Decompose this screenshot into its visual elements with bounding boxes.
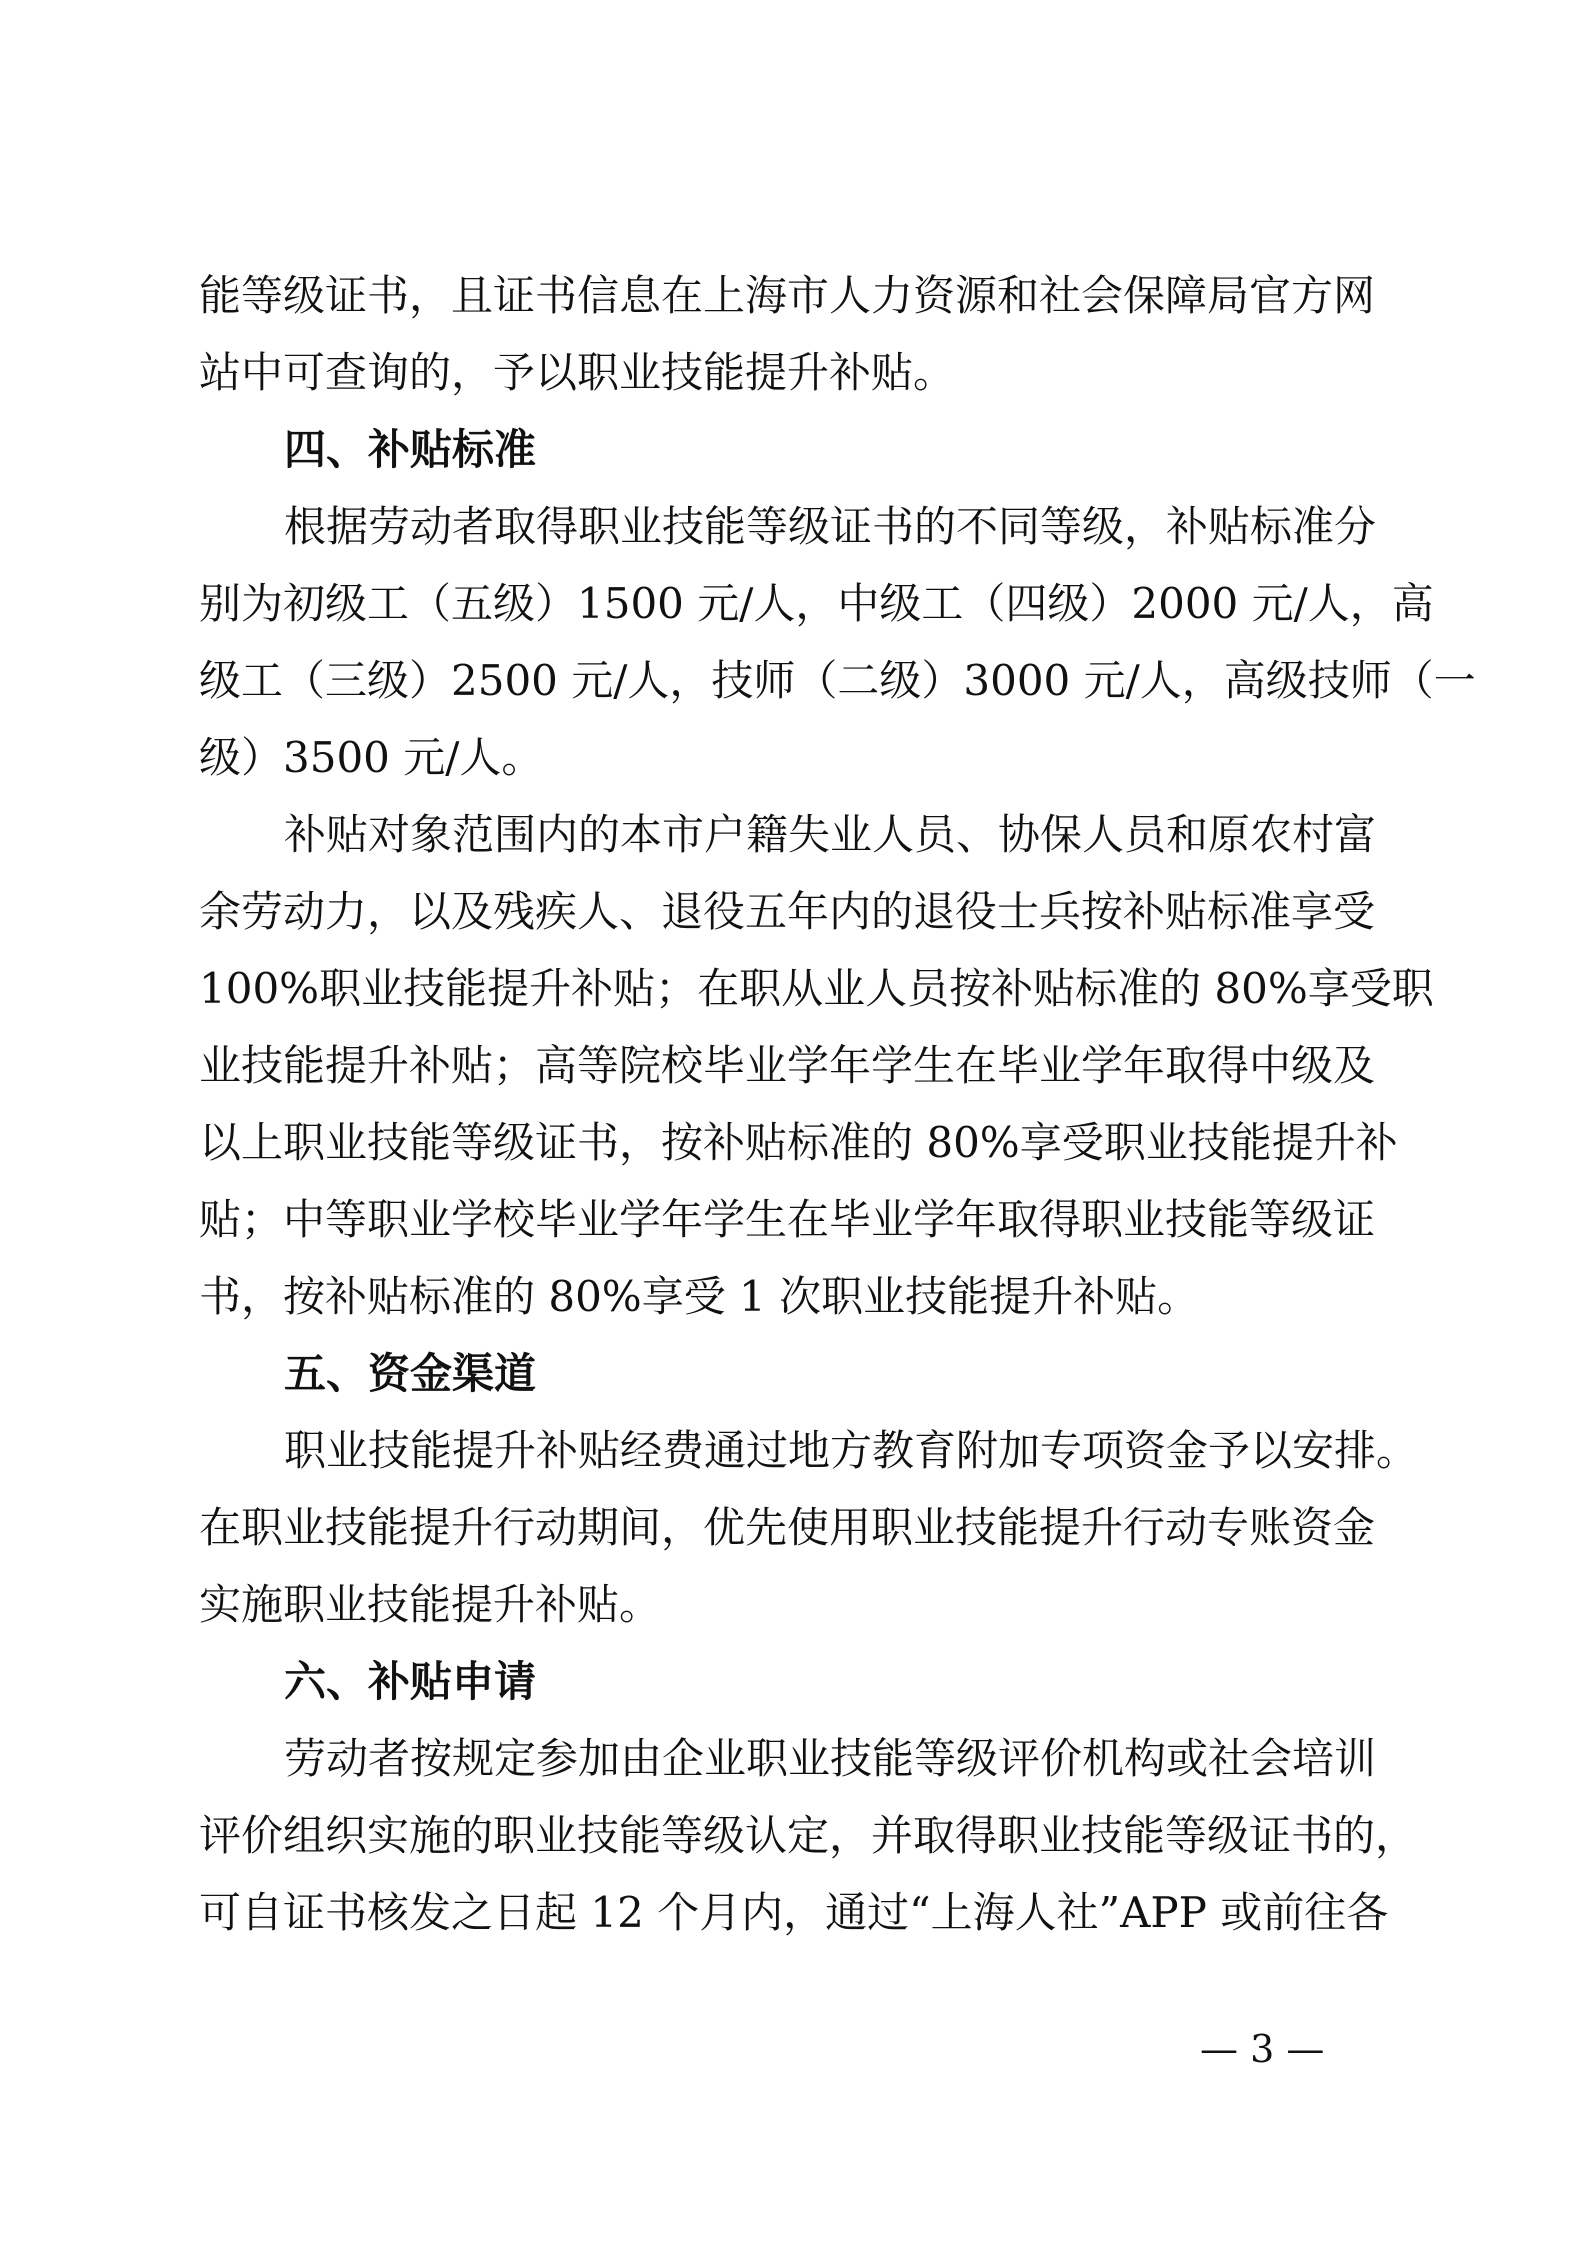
body-text-line: 书，按补贴标准的 80%享受 1 次职业技能提升补贴。 <box>199 1272 1200 1321</box>
body-text-line: 100%职业技能提升补贴；在职从业人员按补贴标准的 80%享受职 <box>199 964 1434 1013</box>
section-heading-funding-channel: 五、资金渠道 <box>284 1349 537 1398</box>
body-text-line: 以上职业技能等级证书，按补贴标准的 80%享受职业技能提升补 <box>199 1118 1398 1167</box>
page-number: — 3 — <box>1200 2027 1325 2071</box>
body-text-line: 业技能提升补贴；高等院校毕业学年学生在毕业学年取得中级及 <box>199 1041 1376 1090</box>
body-text-line: 劳动者按规定参加由企业职业技能等级评价机构或社会培训 <box>284 1734 1377 1783</box>
section-heading-subsidy-application: 六、补贴申请 <box>284 1657 537 1706</box>
section-heading-subsidy-standard: 四、补贴标准 <box>284 425 537 474</box>
body-text-line: 能等级证书，且证书信息在上海市人力资源和社会保障局官方网 <box>199 271 1376 320</box>
body-text-line: 贴；中等职业学校毕业学年学生在毕业学年取得职业技能等级证 <box>199 1195 1376 1244</box>
body-text-line: 级工（三级）2500 元/人，技师（二级）3000 元/人，高级技师（一 <box>199 656 1476 705</box>
body-text-line: 可自证书核发之日起 12 个月内，通过“上海人社”APP 或前往各 <box>199 1888 1389 1937</box>
body-text-line: 别为初级工（五级）1500 元/人，中级工（四级）2000 元/人，高 <box>199 579 1434 628</box>
body-text-line: 在职业技能提升行动期间，优先使用职业技能提升行动专账资金 <box>199 1503 1376 1552</box>
body-text-line: 级）3500 元/人。 <box>199 733 544 782</box>
body-text-line: 实施职业技能提升补贴。 <box>199 1580 662 1629</box>
body-text-line: 评价组织实施的职业技能等级认定，并取得职业技能等级证书的， <box>199 1811 1418 1860</box>
body-text-line: 补贴对象范围内的本市户籍失业人员、协保人员和原农村富 <box>284 810 1377 859</box>
body-text-line: 站中可查询的，予以职业技能提升补贴。 <box>199 348 956 397</box>
body-text-line: 根据劳动者取得职业技能等级证书的不同等级，补贴标准分 <box>284 502 1377 551</box>
body-text-line: 余劳动力，以及残疾人、退役五年内的退役士兵按补贴标准享受 <box>199 887 1376 936</box>
body-text-line: 职业技能提升补贴经费通过地方教育附加专项资金予以安排。 <box>284 1426 1419 1475</box>
